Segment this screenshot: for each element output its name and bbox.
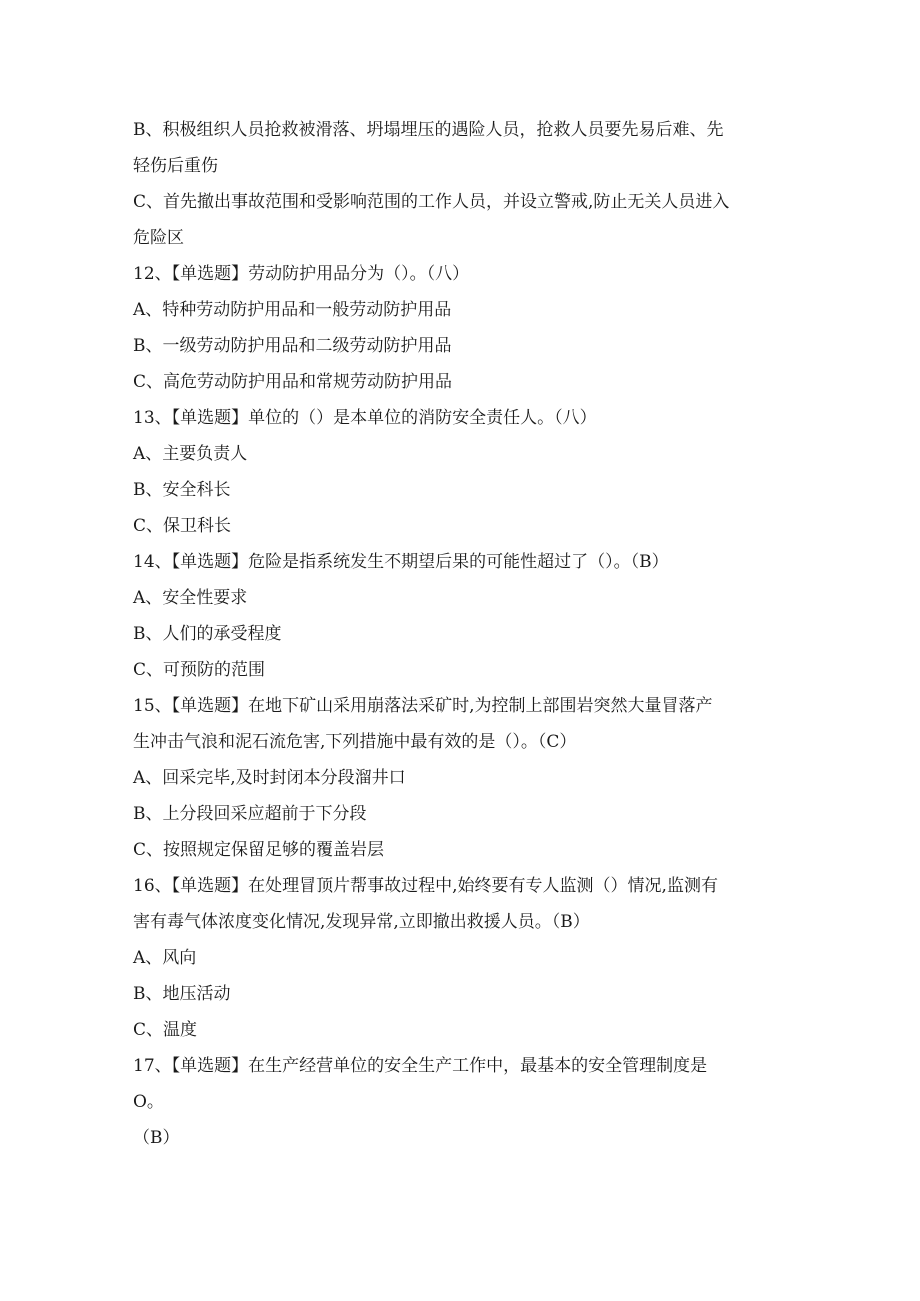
- option-c: C、按照规定保留足够的覆盖岩层: [133, 840, 385, 860]
- question-15-continued: 生冲击气浪和泥石流危害,下列措施中最有效的是（）。（C）: [133, 732, 577, 752]
- question-12: 12、【单选题】劳动防护用品分为（）。（八）: [133, 264, 470, 284]
- text-line: 轻伤后重伤: [133, 156, 218, 176]
- option-a: A、特种劳动防护用品和一般劳动防护用品: [133, 300, 452, 320]
- option-a: A、回采完毕,及时封闭本分段溜井口: [133, 768, 406, 788]
- option-c: C、高危劳动防护用品和常规劳动防护用品: [133, 372, 453, 392]
- option-b: B、安全科长: [133, 480, 231, 500]
- question-16-continued: 害有毒气体浓度变化情况,发现异常,立即撤出救援人员。（B）: [133, 912, 590, 932]
- option-a: A、主要负责人: [133, 444, 248, 464]
- option-c: C、可预防的范围: [133, 660, 266, 680]
- question-13: 13、【单选题】单位的（）是本单位的消防安全责任人。（八）: [133, 408, 597, 428]
- text-line: 危险区: [133, 228, 184, 248]
- question-16: 16、【单选题】在处理冒顶片帮事故过程中,始终要有专人监测（）情况,监测有: [133, 876, 718, 896]
- question-text-block: [133, 112, 793, 1156]
- text-line: B、积极组织人员抢救被滑落、坍塌埋压的遇险人员，抢救人员要先易后难、先: [133, 120, 724, 140]
- option-c: C、保卫科长: [133, 516, 232, 536]
- option-b: B、一级劳动防护用品和二级劳动防护用品: [133, 336, 452, 356]
- option-b: B、地压活动: [133, 984, 231, 1004]
- option-a: A、安全性要求: [133, 588, 248, 608]
- option-a: A、风向: [133, 948, 197, 968]
- question-17-continued: O。: [133, 1092, 164, 1112]
- text-line: C、首先撤出事故范围和受影响范围的工作人员，并设立警戒,防止无关人员进入: [133, 192, 730, 212]
- option-c: C、温度: [133, 1020, 198, 1040]
- option-b: B、人们的承受程度: [133, 624, 282, 644]
- question-15: 15、【单选题】在地下矿山采用崩落法采矿时,为控制上部围岩突然大量冒落产: [133, 696, 713, 716]
- question-17-answer: （B）: [133, 1128, 180, 1148]
- question-17: 17、【单选题】在生产经营单位的安全生产工作中，最基本的安全管理制度是: [133, 1056, 708, 1076]
- question-14: 14、【单选题】危险是指系统发生不期望后果的可能性超过了（）。（B）: [133, 552, 669, 572]
- option-b: B、上分段回采应超前于下分段: [133, 804, 367, 824]
